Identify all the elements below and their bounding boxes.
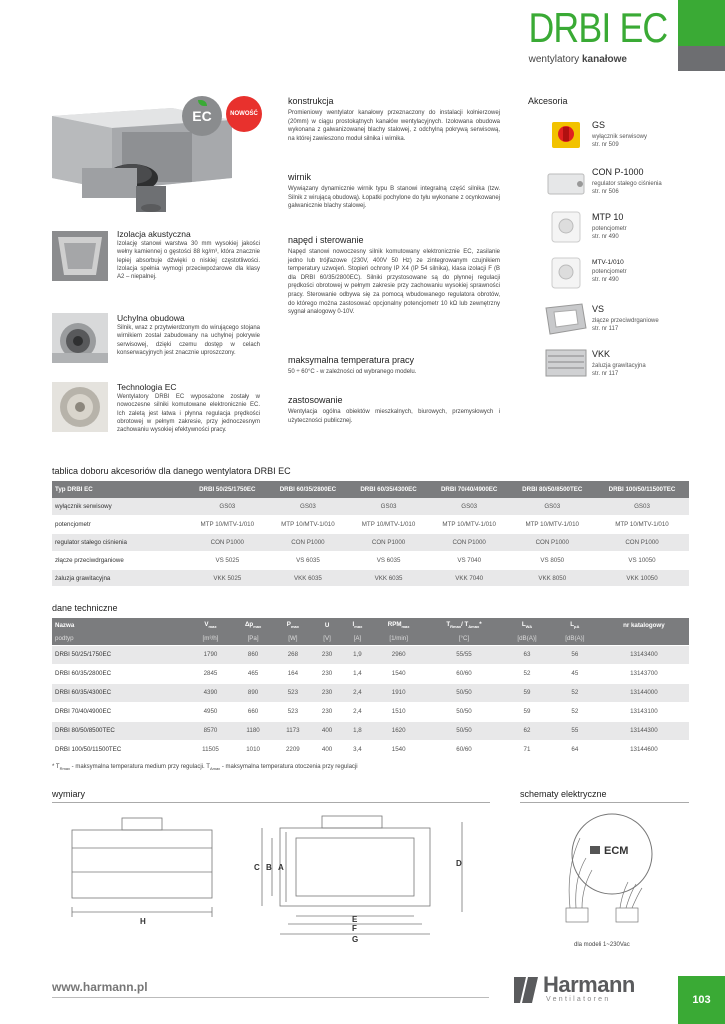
hinged-housing-image bbox=[52, 313, 108, 363]
table-cell: GS03 bbox=[429, 498, 510, 516]
table-cell: 523 bbox=[274, 702, 311, 721]
unit: [A] bbox=[343, 632, 373, 645]
dim-label-a: A bbox=[278, 863, 284, 872]
table-row bbox=[52, 534, 689, 552]
table-cell: GS03 bbox=[268, 498, 349, 516]
acc-page-mtv: str. nr 490 bbox=[592, 277, 619, 283]
table-cell: 400 bbox=[312, 721, 343, 740]
tech-table-title: dane techniczne bbox=[52, 603, 118, 613]
table-cell: 62 bbox=[503, 721, 551, 740]
acoustic-insulation-image bbox=[52, 231, 108, 281]
section-text: Promieniowy wentylator kanałowy przeznaczony do instalacji kołnierzowej (20mm) w ciągu prostokątnych kanałów wentylacyjnych. Izolowana obudowa wykonana z galwanizowanej blachy stalowej, z odchylną pokrywą serwisową, na której zawieszono moduł silnika i wirnika. bbox=[288, 110, 500, 142]
table-cell: 63 bbox=[503, 645, 551, 664]
acc-desc-conp bbox=[592, 180, 662, 196]
tech-footnote: * $T_{Rmax}$ - maksymalna temperatura medium przy regulacji. $T_{Amax}$ - maksymalna temperatura otoczenia przy regulacji bbox=[52, 764, 358, 772]
tech-head-rpm: $RPM_{max}$ bbox=[372, 618, 425, 632]
table-cell: 60/60 bbox=[425, 740, 503, 759]
table-row bbox=[52, 551, 689, 569]
table-cell: VS 6035 bbox=[348, 551, 429, 569]
table-cell: CON P1000 bbox=[187, 534, 268, 552]
row-label: DRBI 100/50/11500TEC bbox=[52, 740, 189, 759]
table-cell: 3,4 bbox=[343, 740, 373, 759]
dim-label-f: F bbox=[352, 924, 357, 933]
acc-table-header: DRBI 60/35/4300EC bbox=[348, 481, 429, 498]
schematics-rule bbox=[520, 802, 689, 803]
dim-label-e: E bbox=[352, 915, 358, 924]
table-cell: VKK 8050 bbox=[510, 569, 596, 587]
mtp10-image bbox=[544, 210, 588, 244]
ec-motor-image bbox=[52, 382, 108, 432]
row-label: regulator stałego ciśnienia bbox=[52, 534, 187, 552]
section-construction bbox=[288, 96, 500, 143]
table-cell: 465 bbox=[232, 664, 274, 683]
table-cell: 52 bbox=[551, 702, 599, 721]
schematics-title: schematy elektryczne bbox=[520, 789, 607, 799]
harmann-logo-icon bbox=[512, 973, 540, 1007]
leaf-icon bbox=[198, 100, 207, 106]
tech-head-imax: $I_{max}$ bbox=[343, 618, 373, 632]
table-cell: 8570 bbox=[189, 721, 232, 740]
tech-head-dpmax: $\Delta p_{max}$ bbox=[232, 618, 274, 632]
table-cell: MTP 10/MTV-1/010 bbox=[348, 516, 429, 534]
acc-name-mtv: MTV-1/010 bbox=[592, 259, 624, 266]
table-cell: 55/55 bbox=[425, 645, 503, 664]
unit: [dB(A)] bbox=[503, 632, 551, 645]
table-cell: 1790 bbox=[189, 645, 232, 664]
acc-page-mtp10: str. nr 490 bbox=[592, 234, 619, 240]
tech-head-vmax: $V_{max}$ bbox=[189, 618, 232, 632]
table-cell: 56 bbox=[551, 645, 599, 664]
unit: [Pa] bbox=[232, 632, 274, 645]
table-cell: 890 bbox=[232, 683, 274, 702]
ec-badge bbox=[182, 96, 222, 136]
acc-page-conp: str. nr 506 bbox=[592, 189, 619, 195]
row-label: potencjometr bbox=[52, 516, 187, 534]
table-cell: 268 bbox=[274, 645, 311, 664]
acc-table-header: DRBI 50/25/1750EC bbox=[187, 481, 268, 498]
acc-table-header: DRBI 60/35/2800EC bbox=[268, 481, 349, 498]
table-cell: 50/50 bbox=[425, 721, 503, 740]
acc-table-header-row bbox=[52, 481, 689, 498]
table-cell: 60/60 bbox=[425, 664, 503, 683]
unit: [1/min] bbox=[372, 632, 425, 645]
dimensions-rule bbox=[52, 802, 490, 803]
tech-head-u: U bbox=[312, 618, 343, 632]
table-cell: 230 bbox=[312, 702, 343, 721]
table-cell: MTP 10/MTV-1/010 bbox=[595, 516, 689, 534]
acc-desc-mtp10-text: potencjometr bbox=[592, 226, 627, 232]
table-cell: 50/50 bbox=[425, 683, 503, 702]
table-cell: 1540 bbox=[372, 664, 425, 683]
section-title: wirnik bbox=[288, 172, 312, 182]
acc-table-header: DRBI 100/50/11500TEC bbox=[595, 481, 689, 498]
table-cell: 1,4 bbox=[343, 664, 373, 683]
feature-title-insulation: Izolacja akustyczna bbox=[117, 229, 191, 239]
table-cell: 230 bbox=[312, 645, 343, 664]
row-label: wyłącznik serwisowy bbox=[52, 498, 187, 516]
acc-table-header: DRBI 80/50/8500TEC bbox=[510, 481, 596, 498]
table-cell: 2,4 bbox=[343, 702, 373, 721]
acc-desc-gs bbox=[592, 133, 647, 149]
table-cell: 13144000 bbox=[599, 683, 689, 702]
dimension-drawing bbox=[62, 812, 482, 952]
table-cell: 2960 bbox=[372, 645, 425, 664]
tech-head-lwa: $L_{WA}$ bbox=[503, 618, 551, 632]
mtv-image bbox=[544, 256, 588, 290]
table-cell: 13143400 bbox=[599, 645, 689, 664]
tech-table-units-row bbox=[52, 632, 689, 645]
table-row bbox=[52, 740, 689, 759]
dim-label-d: D bbox=[456, 859, 462, 868]
acc-desc-mtv bbox=[592, 268, 627, 284]
table-cell: MTP 10/MTV-1/010 bbox=[510, 516, 596, 534]
table-cell: 1510 bbox=[372, 702, 425, 721]
row-label: DRBI 60/35/4300EC bbox=[52, 683, 189, 702]
table-cell: 1180 bbox=[232, 721, 274, 740]
table-cell: MTP 10/MTV-1/010 bbox=[429, 516, 510, 534]
acc-table-header: DRBI 70/40/4900EC bbox=[429, 481, 510, 498]
unit: [m³/h] bbox=[189, 632, 232, 645]
electrical-schematic bbox=[556, 808, 676, 940]
table-row bbox=[52, 645, 689, 664]
section-title: maksymalna temperatura pracy bbox=[288, 355, 415, 365]
table-cell: VKK 5025 bbox=[187, 569, 268, 587]
header-green-tab bbox=[678, 0, 725, 46]
table-cell: 400 bbox=[312, 740, 343, 759]
table-cell: VS 6035 bbox=[268, 551, 349, 569]
table-cell: VS 5025 bbox=[187, 551, 268, 569]
table-cell: CON P1000 bbox=[348, 534, 429, 552]
dim-label-b: B bbox=[266, 863, 272, 872]
acc-name-conp: CON P-1000 bbox=[592, 167, 644, 177]
table-row bbox=[52, 516, 689, 534]
table-cell: VKK 6035 bbox=[268, 569, 349, 587]
header-gray-tab bbox=[678, 46, 725, 71]
table-cell: 45 bbox=[551, 664, 599, 683]
gs-switch-image bbox=[544, 118, 588, 152]
tech-table-header-row bbox=[52, 618, 689, 632]
row-label: DRBI 70/40/4900EC bbox=[52, 702, 189, 721]
website-link[interactable]: www.harmann.pl bbox=[52, 980, 148, 994]
table-cell: 11505 bbox=[189, 740, 232, 759]
vs-image bbox=[544, 302, 588, 336]
tech-head-name: Nazwa bbox=[52, 618, 189, 632]
table-cell: 660 bbox=[232, 702, 274, 721]
tech-head-pmax: $P_{max}$ bbox=[274, 618, 311, 632]
acc-desc-gs-text: wyłącznik serwisowy bbox=[592, 134, 648, 140]
section-title: konstrukcja bbox=[288, 96, 334, 106]
unit: [W] bbox=[274, 632, 311, 645]
page-title: DRBI EC bbox=[528, 4, 667, 51]
table-cell: 1620 bbox=[372, 721, 425, 740]
table-cell: 2845 bbox=[189, 664, 232, 683]
table-cell: 13144600 bbox=[599, 740, 689, 759]
table-cell: MTP 10/MTV-1/010 bbox=[187, 516, 268, 534]
section-text: Wywiązany dynamicznie wirnik typu B stanowi integralną część silnika (tzw. Silnik z wirującą obudową). Łopatki pochylone do tyłu wykonane z ocynkowanej galwanicznie blachy stalowej. bbox=[288, 186, 500, 210]
acc-desc-vs-text: złącze przeciwdrganiowe bbox=[592, 318, 659, 324]
new-badge bbox=[226, 96, 262, 132]
ec-badge-label: EC bbox=[192, 108, 212, 124]
table-cell: MTP 10/MTV-1/010 bbox=[268, 516, 349, 534]
table-cell: 1540 bbox=[372, 740, 425, 759]
row-label: złącze przeciwdrganiowe bbox=[52, 551, 187, 569]
acc-desc-mtp10 bbox=[592, 225, 627, 241]
table-cell: 59 bbox=[503, 683, 551, 702]
table-cell: 52 bbox=[503, 664, 551, 683]
table-row bbox=[52, 498, 689, 516]
table-cell: 2,4 bbox=[343, 683, 373, 702]
acc-table-header: Typ DRBI EC bbox=[52, 481, 187, 498]
table-cell: GS03 bbox=[595, 498, 689, 516]
acc-desc-vkk bbox=[592, 362, 646, 378]
footer-rule bbox=[52, 997, 489, 998]
table-cell: CON P1000 bbox=[510, 534, 596, 552]
table-cell: 13143700 bbox=[599, 664, 689, 683]
section-application bbox=[288, 395, 500, 425]
table-cell: CON P1000 bbox=[595, 534, 689, 552]
table-cell: 55 bbox=[551, 721, 599, 740]
table-cell: 71 bbox=[503, 740, 551, 759]
table-cell: 230 bbox=[312, 664, 343, 683]
section-title: zastosowanie bbox=[288, 395, 343, 405]
table-cell: 13144300 bbox=[599, 721, 689, 740]
table-row bbox=[52, 702, 689, 721]
dimensions-title: wymiary bbox=[52, 789, 85, 799]
row-label: DRBI 80/50/8500TEC bbox=[52, 721, 189, 740]
table-cell: 64 bbox=[551, 740, 599, 759]
acc-name-vkk: VKK bbox=[592, 349, 611, 359]
table-cell: 52 bbox=[551, 683, 599, 702]
tech-table bbox=[52, 618, 689, 760]
dim-label-c: C bbox=[254, 863, 260, 872]
feature-title-housing: Uchylna obudowa bbox=[117, 313, 185, 323]
schematic-caption: dla modeli 1~230Vac bbox=[574, 942, 630, 948]
table-cell: VS 7040 bbox=[429, 551, 510, 569]
vkk-image bbox=[544, 346, 588, 380]
acc-desc-vkk-text: żaluzja grawitacyjna bbox=[592, 363, 646, 369]
acc-desc-conp-text: regulator stałego ciśnienia bbox=[592, 181, 662, 187]
feature-text-insulation: Izolację stanowi warstwa 30 mm wysokiej jakości wełny kamiennej o gęstości 88 kg/m³, która znacznie lepiej absorbuje dźwięki o niskiej częstotliwości. Izolacja spełnia wymogi przeciwpożarowe dla klasy A2 – niepalnej. bbox=[117, 241, 260, 281]
table-cell: 4390 bbox=[189, 683, 232, 702]
table-row bbox=[52, 664, 689, 683]
table-cell: 230 bbox=[312, 683, 343, 702]
table-cell: CON P1000 bbox=[429, 534, 510, 552]
section-max-temp bbox=[288, 355, 500, 377]
table-row bbox=[52, 569, 689, 587]
accessories-heading: Akcesoria bbox=[528, 96, 568, 106]
table-cell: GS03 bbox=[187, 498, 268, 516]
acc-table-title: tablica doboru akcesoriów dla danego wentylatora DRBI EC bbox=[52, 466, 291, 476]
new-badge-label: NOWOŚĆ bbox=[230, 111, 258, 117]
table-cell: GS03 bbox=[510, 498, 596, 516]
dim-label-g: G bbox=[352, 935, 359, 944]
table-cell: 1,9 bbox=[343, 645, 373, 664]
subtitle-bold: kanałowe bbox=[581, 54, 627, 65]
section-text: 50 ÷ 60°C - w zależności od wybranego modelu. bbox=[288, 369, 417, 375]
table-cell: VS 8050 bbox=[510, 551, 596, 569]
acc-page-vs: str. nr 117 bbox=[592, 326, 619, 332]
section-text: Napęd stanowi nowoczesny silnik komutowany elektronicznie EC, zasilanie jedno lub trójfazowe (230V, 400V 50 Hz) ze zintegrowanym czujnikiem temperatury uzwojeń. Stopień ochrony IP X4 (IP 54 silnika), klasa izolacji F (B dla DRBI 60/35/2800EC). Silniki przystosowane są do płynnej regulacji prędkości obrotowej w pełnym zakresie przy zachowaniu wysokiej sprawności pracy. Sterowanie odbywa się za pomocą wbudowanego regulatora obrotów, do którego można zastosować opcjonalny potencjometr 10 kΩ lub zewnętrzny sygnał analogowy 0-10V. bbox=[288, 249, 500, 316]
tech-head-lpa: $L_{pA}$ bbox=[551, 618, 599, 632]
row-label: DRBI 50/25/1750EC bbox=[52, 645, 189, 664]
table-cell: CON P1000 bbox=[268, 534, 349, 552]
tech-head-subtype: podtyp bbox=[52, 632, 189, 645]
feature-text-housing: Silnik, wraz z przytwierdzonym do wirującego stojana wirnikiem został zabudowany na uchylnej pokrywie serwisowej, dzięki czemu dostęp w celach konserwacyjnych jest znacznie uproszczony. bbox=[117, 325, 260, 356]
table-cell: VKK 10050 bbox=[595, 569, 689, 587]
section-title: napęd i sterowanie bbox=[288, 235, 364, 245]
feature-text-ec: Wentylatory DRBI EC wyposażone zostały w nowoczesne silniki komutowane elektronicznie EC. Ich zaletą jest łatwa i płynna regulacja prędkości obrotowej w pełnym zakresie, przy jednoczesnym zachowaniu wysokiej efektywności pracy. bbox=[117, 394, 260, 434]
section-impeller bbox=[288, 172, 500, 211]
section-text: Wentylacja ogólna obiektów mieszkalnych, biurowych, przemysłowych i użyteczności publicznej. bbox=[288, 409, 500, 424]
dim-label-h: H bbox=[140, 917, 146, 926]
acc-desc-vs bbox=[592, 317, 659, 333]
table-cell: 50/50 bbox=[425, 702, 503, 721]
subtitle-prefix: wentylatory bbox=[528, 54, 580, 65]
brand-subtitle: Ventilatoren bbox=[546, 996, 611, 1003]
table-cell: 1,8 bbox=[343, 721, 373, 740]
acc-name-gs: GS bbox=[592, 120, 606, 130]
acc-name-vs: VS bbox=[592, 304, 605, 314]
table-cell: 13143100 bbox=[599, 702, 689, 721]
feature-title-ec: Technologia EC bbox=[117, 382, 177, 392]
table-cell: 523 bbox=[274, 683, 311, 702]
unit: [V] bbox=[312, 632, 343, 645]
table-cell: 1910 bbox=[372, 683, 425, 702]
acc-table-body bbox=[52, 498, 689, 587]
section-drive bbox=[288, 235, 500, 317]
unit: [°C] bbox=[425, 632, 503, 645]
tech-head-catalog: nr katalogowy bbox=[599, 618, 689, 632]
acc-table bbox=[52, 481, 689, 587]
tech-head-temp: $T_{Rmax}/$ $T_{Amax}*$ bbox=[425, 618, 503, 632]
acc-desc-mtv-text: potencjometr bbox=[592, 269, 627, 275]
con-p1000-image bbox=[544, 166, 588, 200]
acc-page-vkk: str. nr 117 bbox=[592, 371, 619, 377]
acc-page-gs: str. nr 509 bbox=[592, 142, 619, 148]
table-cell: VKK 6035 bbox=[348, 569, 429, 587]
page-subtitle bbox=[529, 54, 627, 65]
row-label: DRBI 60/35/2800EC bbox=[52, 664, 189, 683]
row-label: żaluzja grawitacyjna bbox=[52, 569, 187, 587]
ecm-label: ECM bbox=[604, 845, 629, 857]
table-cell: 164 bbox=[274, 664, 311, 683]
unit bbox=[599, 632, 689, 645]
table-cell: 860 bbox=[232, 645, 274, 664]
table-cell: 2209 bbox=[274, 740, 311, 759]
table-row bbox=[52, 721, 689, 740]
table-cell: GS03 bbox=[348, 498, 429, 516]
acc-name-mtp10: MTP 10 bbox=[592, 212, 624, 222]
unit: [dB(A)] bbox=[551, 632, 599, 645]
table-row bbox=[52, 683, 689, 702]
table-cell: 1010 bbox=[232, 740, 274, 759]
table-cell: VS 10050 bbox=[595, 551, 689, 569]
brand-name: Harmann bbox=[543, 972, 635, 997]
table-cell: 4950 bbox=[189, 702, 232, 721]
tech-table-body bbox=[52, 645, 689, 759]
table-cell: 1173 bbox=[274, 721, 311, 740]
table-cell: 59 bbox=[503, 702, 551, 721]
page-number: 103 bbox=[678, 976, 725, 1024]
table-cell: VKK 7040 bbox=[429, 569, 510, 587]
